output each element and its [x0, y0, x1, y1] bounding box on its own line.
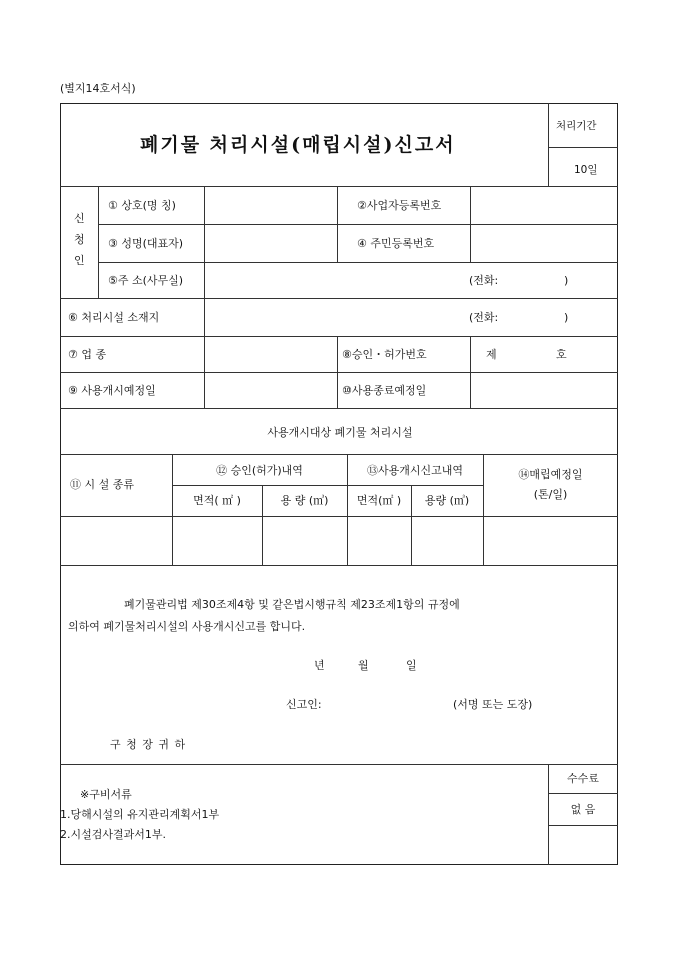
sub-volume-2: 용량 (㎥) [424, 494, 470, 507]
fee-value: 없 음 [570, 803, 596, 816]
start-date-field[interactable] [206, 374, 336, 407]
business-type-field[interactable] [206, 338, 336, 371]
address-phone-label: (전화: [469, 274, 499, 287]
representative-field[interactable] [206, 226, 336, 261]
form-number: (별지14호서식) [60, 82, 136, 95]
signature-label: (서명 또는 도장) [453, 698, 533, 711]
sub-area-2: 면적(㎡ ) [356, 494, 402, 507]
address-phone-close: ) [564, 274, 569, 287]
approval-prefix: 제 [486, 348, 497, 361]
address-label: ⑤주 소(사무실) [108, 274, 184, 287]
attachment-item-2: 2.시설검사결과서1부. [60, 828, 166, 841]
business-type-label: ⑦ 업 종 [68, 348, 107, 361]
address-field[interactable] [206, 264, 466, 297]
approval-area-cell[interactable] [174, 518, 261, 564]
applicant-char-2: 청 [74, 233, 85, 246]
report-area-cell[interactable] [349, 518, 410, 564]
processing-period-value: 10일 [574, 164, 598, 176]
addressee: 구 청 장 귀 하 [110, 738, 187, 751]
representative-label: ③ 성명(대표자) [108, 237, 184, 250]
col-report-details: ⑬사용개시신고내역 [366, 464, 463, 477]
resident-reg-label: ④ 주민등록번호 [357, 237, 435, 250]
declarant-signature-field[interactable] [335, 693, 445, 715]
approval-volume-cell[interactable] [264, 518, 346, 564]
col-landfill-unit: (톤/일) [533, 488, 568, 501]
date-year-label: 년 [314, 659, 325, 672]
approval-label: ⑧승인・허가번호 [342, 348, 427, 361]
target-section-title: 사용개시대상 폐기물 처리시설 [267, 426, 413, 439]
resident-reg-field[interactable] [472, 226, 616, 261]
start-date-label: ⑨ 사용개시예정일 [68, 384, 156, 397]
applicant-char-3: 인 [74, 254, 85, 267]
report-volume-cell[interactable] [413, 518, 482, 564]
date-month-label: 월 [358, 659, 369, 672]
biz-reg-label: ②사업자등록번호 [357, 199, 442, 212]
approval-suffix: 호 [556, 348, 567, 361]
facility-location-label: ⑥ 처리시설 소재지 [68, 311, 160, 324]
declarant-label: 신고인: [286, 698, 322, 711]
declaration-line-1: 폐기물관리법 제30조제4항 및 같은법시행규칙 제23조제1항의 규정에 [124, 598, 460, 611]
attachments-heading: ※구비서류 [80, 788, 132, 801]
facility-location-field[interactable] [206, 300, 466, 335]
col-approval-details: ⑫ 승인(허가)내역 [216, 464, 303, 477]
landfill-plan-cell[interactable] [485, 518, 616, 564]
processing-period-label: 처리기간 [556, 120, 597, 132]
applicant-char-1: 신 [74, 212, 85, 225]
business-name-label: ① 상호(명 칭) [108, 199, 176, 212]
sub-area: 면적( ㎡ ) [193, 494, 241, 507]
end-date-label: ⑩사용종료예정일 [342, 384, 427, 397]
col-facility-type: ⑪ 시 설 종류 [70, 478, 134, 491]
declaration-line-2: 의하여 폐기물처리시설의 사용개시신고를 합니다. [68, 620, 306, 633]
form-title: 폐기물 처리시설(매립시설)신고서 [140, 134, 456, 156]
sub-volume: 용 량 (㎥) [280, 494, 329, 507]
facility-type-cell[interactable] [62, 518, 171, 564]
date-day-label: 일 [406, 659, 417, 672]
col-landfill-plan: ⑭매립예정일 [518, 468, 583, 481]
facility-phone-label: (전화: [469, 311, 499, 324]
attachment-item-1: 1.당해시설의 유지관리계획서1부 [60, 808, 220, 821]
fee-label: 수수료 [567, 772, 599, 785]
facility-phone-close: ) [564, 311, 569, 324]
end-date-field[interactable] [472, 374, 616, 407]
business-name-field[interactable] [206, 188, 336, 223]
biz-reg-field[interactable] [472, 188, 616, 223]
